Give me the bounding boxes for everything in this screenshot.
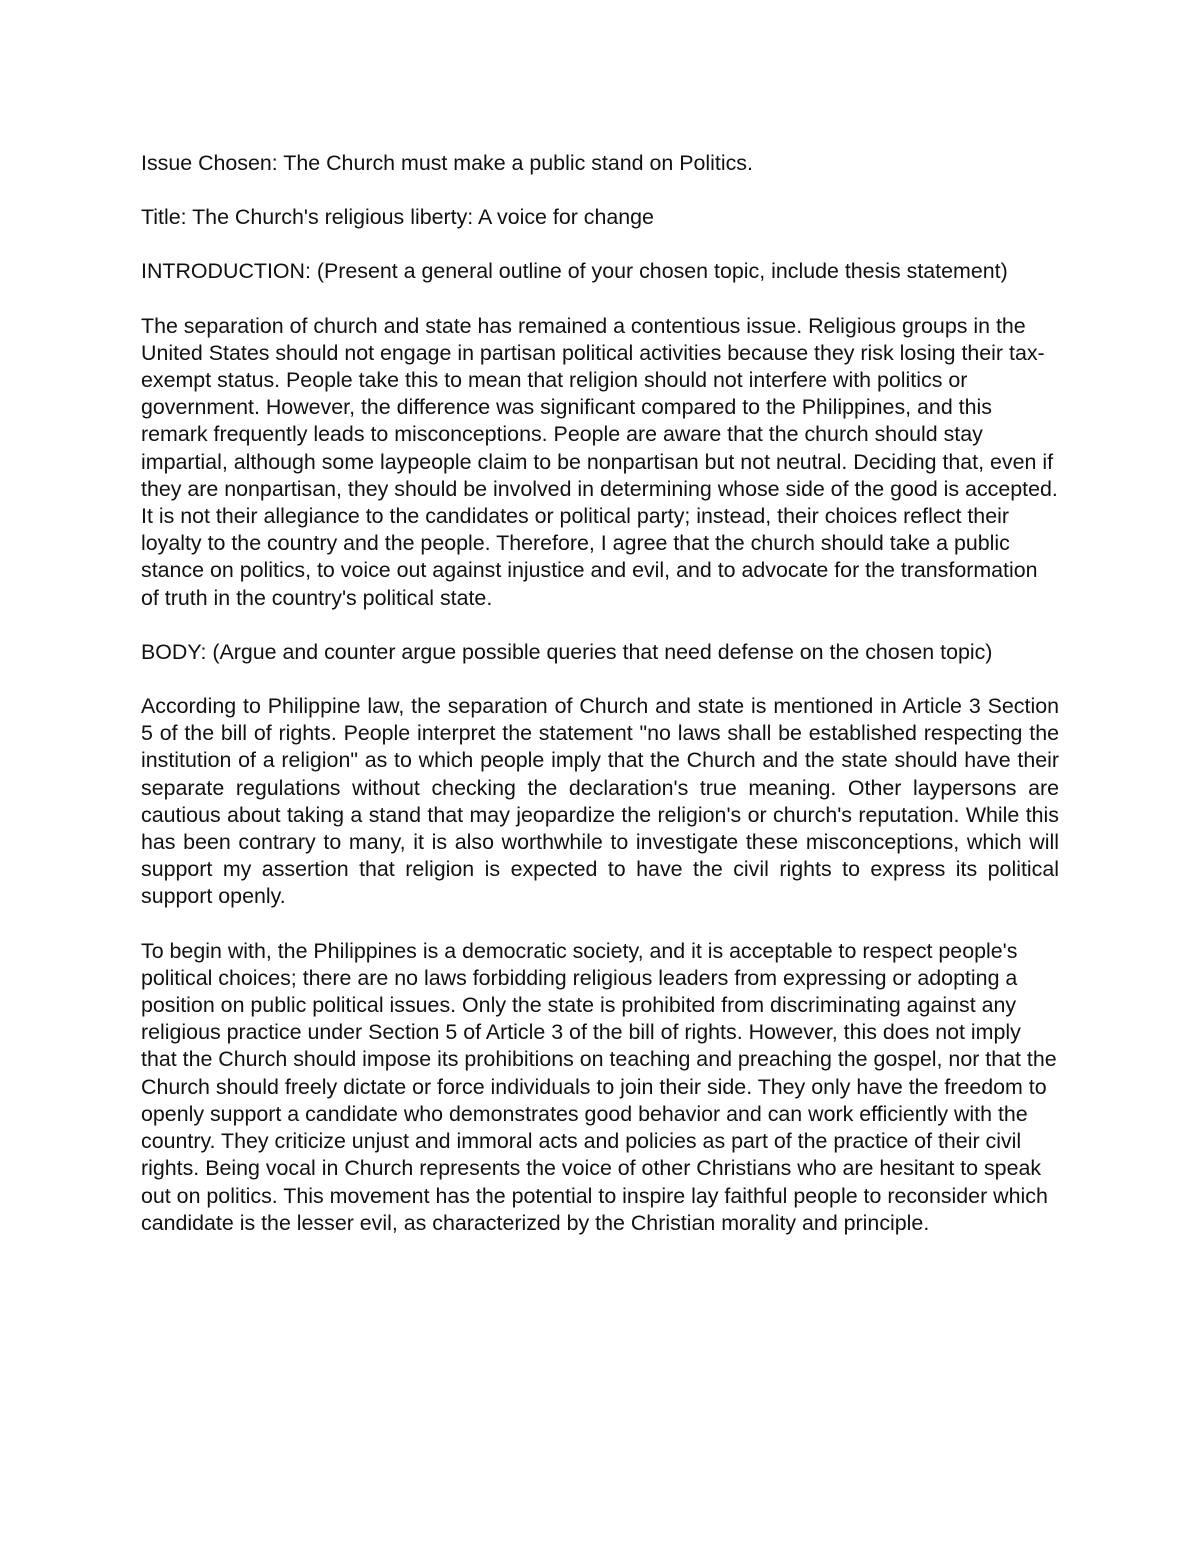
- introduction-paragraph: The separation of church and state has remained a contentious issue. Religious groups in the United States should not engage in partisan political activities because they risk losing their tax-exempt status. People take this to mean that religion should not interfere with politics or government. However, the difference was significant compared to the Philippines, and this remark frequently leads to misconceptions. People are aware that the church should stay impartial, although some laypeople claim to be nonpartisan but not neutral. Deciding that, even if they are nonpartisan, they should be involved in determining whose side of the good is accepted. It is not their allegiance to the candidates or political party; instead, their choices reflect their loyalty to the country and the people. Therefore, I agree that the church should take a public stance on politics, to voice out against injustice and evil, and to advocate for the transformation of truth in the country's political state.: [141, 313, 1058, 610]
- introduction-heading: INTRODUCTION: (Present a general outline of your chosen topic, include thesis statement): [141, 259, 1008, 284]
- title-line: Title: The Church's religious liberty: A voice for change: [141, 205, 654, 230]
- body-paragraph-1: According to Philippine law, the separation of Church and state is mentioned in Article 3 Section 5 of the bill of rights. People interpret the statement "no laws shall be established respecting the institution of a religion" as to which people imply that the Church and the state should have their separate regulations without checking the declaration's true meaning. Other laypersons are cautious about taking a stand that may jeopardize the religion's or church's reputation. While this has been contrary to many, it is also worthwhile to investigate these misconceptions, which will support my assertion that religion is expected to have the civil rights to express its political support openly.: [141, 694, 1059, 909]
- body-heading: BODY: (Argue and counter argue possible queries that need defense on the chosen topic): [141, 639, 993, 664]
- body-paragraph-2: To begin with, the Philippines is a democratic society, and it is acceptable to respect people's political choices; there are no laws forbidding religious leaders from expressing or adopting a position on public political issues. Only the state is prohibited from discriminating against any religious practice under Section 5 of Article 3 of the bill of rights. However, this does not imply that the Church should impose its prohibitions on teaching and preaching the gospel, nor that the Church should freely dictate or force individuals to join their side. They only have the freedom to openly support a candidate who demonstrates good behavior and can work efficiently with the country. They criticize unjust and immoral acts and policies as part of the practice of their civil rights. Being vocal in Church represents the voice of other Christians who are hesitant to speak out on politics. This movement has the potential to inspire lay faithful people to reconsider which candidate is the lesser evil, as characterized by the Christian morality and principle.: [141, 938, 1057, 1235]
- document-content: [141, 150, 1059, 1264]
- issue-line: Issue Chosen: The Church must make a public stand on Politics.: [141, 151, 753, 175]
